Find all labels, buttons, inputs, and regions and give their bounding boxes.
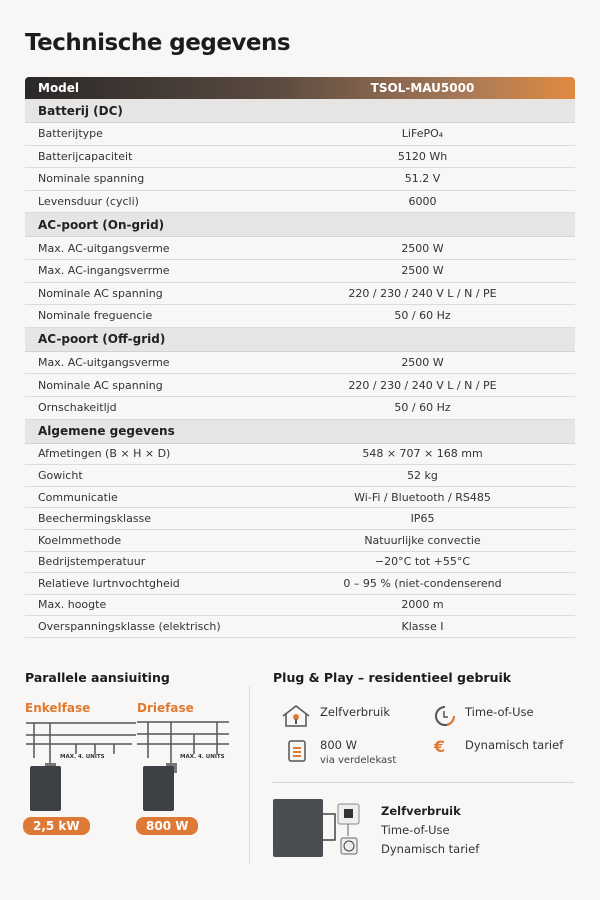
battery-unit-image <box>273 799 323 857</box>
section-header <box>25 99 575 123</box>
single-phase-power-badge: 2,5 kW <box>23 817 90 835</box>
row-label: Nominale spanning <box>38 172 145 186</box>
row-label: Batterijcapaciteit <box>38 149 133 163</box>
row-label: Overspanningsklasse (elektrisch) <box>38 620 221 634</box>
row-value: Klasse I <box>401 620 444 634</box>
header-label: Model <box>38 81 80 95</box>
row-value: −20°C tot +55°C <box>374 555 471 569</box>
row-value: 5120 Wh <box>397 149 448 163</box>
row-value: 6000 <box>408 195 437 209</box>
single-phase-label: Enkelfase <box>25 701 91 715</box>
row-value: 220 / 230 / 240 V L / N / PE <box>348 286 497 300</box>
feature-800w-label: 800 W <box>320 738 357 752</box>
table-row <box>25 616 575 638</box>
table-row <box>25 146 575 169</box>
row-label: Beechermingsklasse <box>38 512 152 526</box>
row-value: Natuurlijke convectie <box>364 533 481 547</box>
row-value: Wi-Fi / Bluetooth / RS485 <box>354 490 491 504</box>
row-label: Nominale AC spanning <box>38 378 163 392</box>
row-label: Max. hoogte <box>38 598 107 612</box>
row-value: 50 / 60 Hz <box>394 309 451 323</box>
single-max-units: MAX. 4. UNITS <box>60 754 105 760</box>
table-row <box>25 237 575 260</box>
section-title: Algemene gegevens <box>38 424 175 439</box>
home-icon <box>281 704 311 728</box>
table-row <box>25 374 575 397</box>
feature-800w <box>320 738 396 766</box>
row-label: Communicatie <box>38 490 118 504</box>
table-row <box>25 352 575 375</box>
table-row <box>25 552 575 574</box>
row-value: 2500 W <box>401 356 444 370</box>
row-label: Max. AC-ingangsverrme <box>38 264 170 278</box>
row-value: 2500 W <box>401 264 444 278</box>
divider <box>272 782 574 783</box>
table-row <box>25 123 575 146</box>
table-row <box>25 168 575 191</box>
section-title: AC-poort (Off-grid) <box>38 332 166 347</box>
row-value: LiFePO₄ <box>401 127 444 141</box>
meter-diagram <box>323 802 365 858</box>
divider <box>249 686 250 864</box>
row-label: Afmetingen (B × H × D) <box>38 447 171 461</box>
section-header <box>25 213 575 237</box>
table-row <box>25 508 575 530</box>
feature-dynamisch-tarief: Dynamisch tarief <box>465 738 564 752</box>
row-value: 50 / 60 Hz <box>394 401 451 415</box>
section-header <box>25 328 575 352</box>
row-value: 2500 W <box>401 241 444 255</box>
parallel-title: Parallele aansiuiting <box>25 670 170 685</box>
feature-time-of-use: Time-of-Use <box>465 705 534 719</box>
table-row <box>25 573 575 595</box>
summary-time-of-use: Time-of-Use <box>381 823 450 837</box>
section-header <box>25 420 575 444</box>
dynamic-tariff-icon: € <box>434 737 446 756</box>
summary-zelfverbruik: Zelfverbruik <box>381 804 461 818</box>
row-label: Koelmmethode <box>38 533 122 547</box>
row-label: Ornschakeitljd <box>38 401 117 415</box>
header-model: TSOL-MAU5000 <box>370 81 475 95</box>
row-value: 52 kg <box>407 468 438 482</box>
three-phase-power-badge: 800 W <box>136 817 198 835</box>
distribution-board-icon <box>288 740 306 762</box>
table-row <box>25 191 575 214</box>
spec-table <box>25 77 575 638</box>
section-title: Batterij (DC) <box>38 103 123 118</box>
summary-dynamisch-tarief: Dynamisch tarief <box>381 842 480 856</box>
feature-zelfverbruik: Zelfverbruik <box>320 705 390 719</box>
battery-unit-image <box>143 766 174 811</box>
table-row <box>25 444 575 466</box>
three-phase-label: Driefase <box>137 701 194 715</box>
page-title: Technische gegevens <box>25 30 291 56</box>
table-row <box>25 530 575 552</box>
row-label: Batterijtype <box>38 127 103 141</box>
row-label: Gowicht <box>38 468 83 482</box>
row-label: Bedrijstemperatuur <box>38 555 146 569</box>
table-row <box>25 487 575 509</box>
row-value: 548 × 707 × 168 mm <box>362 447 483 461</box>
row-value: 51.2 V <box>404 172 441 186</box>
table-row <box>25 465 575 487</box>
three-max-units: MAX. 4. UNITS <box>180 754 225 760</box>
table-row <box>25 595 575 617</box>
row-label: Max. AC-uitgangsverme <box>38 241 170 255</box>
feature-800w-sub: via verdelekast <box>320 755 397 766</box>
row-value: 220 / 230 / 240 V L / N / PE <box>348 378 497 392</box>
table-row <box>25 397 575 420</box>
table-row <box>25 305 575 328</box>
row-value: IP65 <box>410 512 435 526</box>
clock-icon <box>433 704 457 728</box>
plug-play-title: Plug & Play – residentieel gebruik <box>273 670 512 685</box>
table-header <box>25 77 575 99</box>
row-value: 2000 m <box>401 598 444 612</box>
section-title: AC-poort (On-grid) <box>38 217 165 232</box>
row-value: 0 – 95 % (niet-condenserend <box>343 576 502 590</box>
row-label: Nominale AC spanning <box>38 286 163 300</box>
table-row <box>25 283 575 306</box>
row-label: Nominale freguencie <box>38 309 153 323</box>
row-label: Max. AC-uitgangsverme <box>38 356 170 370</box>
table-row <box>25 260 575 283</box>
row-label: Levensduur (cycli) <box>38 195 139 209</box>
row-label: Relatieve lurtnvochtgheid <box>38 576 180 590</box>
battery-unit-image <box>30 766 61 811</box>
